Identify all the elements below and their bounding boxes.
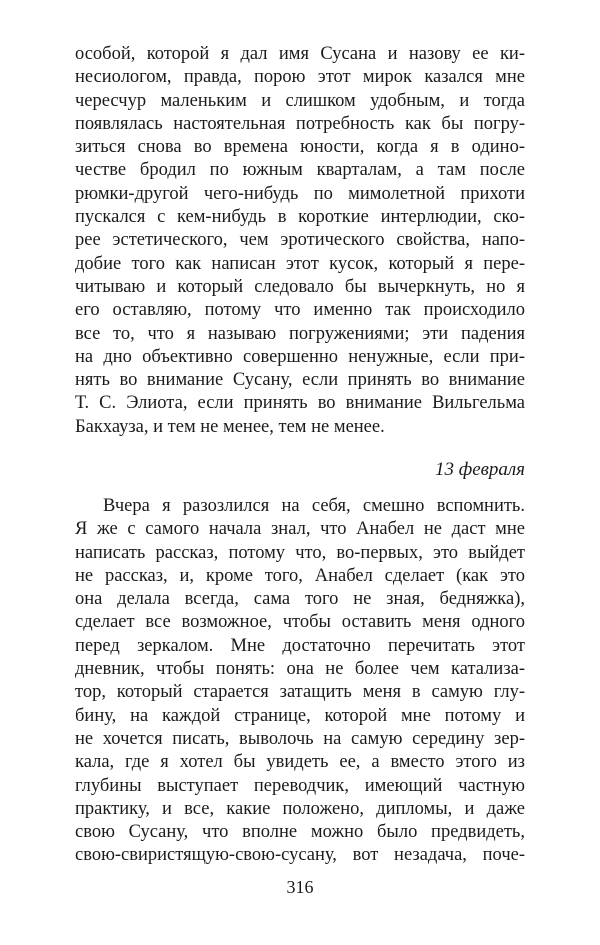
text-line: сделает все возможное, чтобы оставить меня одного bbox=[75, 612, 525, 633]
text-line: написать рассказ, потому что, во-первых, это выйдет bbox=[75, 542, 525, 563]
text-line: его оставляю, потому что именно так происходило bbox=[75, 300, 525, 321]
text-line: зиться снова во времена юности, когда я в одино- bbox=[75, 137, 525, 158]
date-heading: 13 февраля bbox=[434, 459, 525, 480]
text-line: Я же с самого начала знал, что Анабел не даст мне bbox=[75, 519, 525, 540]
text-line: особой, которой я дал имя Сусана и назову ее ки- bbox=[75, 44, 525, 64]
paragraph-2 bbox=[75, 495, 525, 868]
text-line: нять во внимание Сусану, если принять во внимание bbox=[75, 370, 525, 391]
text-line: практику, и все, какие положено, дипломы, и даже bbox=[75, 798, 525, 819]
text-line: рюмки-другой чего-нибудь по мимолетной прихоти bbox=[75, 183, 525, 204]
text-line: дневник, чтобы понять: она не более чем катализа- bbox=[75, 659, 525, 680]
text-line: добие того как написан этот кусок, который я пере- bbox=[75, 253, 525, 274]
text-line: свою Сусану, что вполне можно было предвидеть, bbox=[75, 822, 525, 843]
text-line: кала, где я хотел бы увидеть ее, а вместо этого из bbox=[75, 752, 525, 773]
text-line: она делала всегда, сама того не зная, бедняжка), bbox=[75, 589, 525, 610]
text-line: пускался с кем-нибудь в короткие интерлюдии, ско- bbox=[75, 207, 525, 228]
text-line: честве бродил по южным кварталам, а там после bbox=[75, 160, 525, 181]
text-line: тор, который старается затащить меня в самую глу- bbox=[75, 682, 525, 703]
text-line: бину, на каждой странице, которой мне потому и bbox=[75, 705, 525, 726]
text-line: все то, что я называю погружениями; эти падения bbox=[75, 323, 525, 344]
text-line: чересчур маленьким и слишком удобным, и тогда bbox=[75, 90, 525, 111]
paragraph-1 bbox=[75, 43, 525, 439]
text-line: перед зеркалом. Мне достаточно перечитать этот bbox=[75, 635, 525, 656]
page-number: 316 bbox=[286, 877, 314, 897]
text-line: появлялась настоятельная потребность как бы погру- bbox=[75, 113, 525, 134]
text-line: на дно объективно совершенно ненужные, если при- bbox=[75, 346, 525, 367]
text-line: Бакхауза, и тем не менее, тем не менее. bbox=[75, 416, 385, 437]
text-line: Т. С. Элиота, если принять во внимание Вильгельма bbox=[75, 393, 525, 414]
text-line: рее эстетического, чем эротического свойства, напо- bbox=[75, 230, 525, 251]
text-line: не хочется писать, выволочь на самую середину зер- bbox=[75, 728, 525, 749]
text-line: свою-свиристящую-свою-сусану, вот незадача, поче- bbox=[75, 845, 525, 866]
text-line: не рассказ, и, кроме того, Анабел сделает (как это bbox=[75, 565, 525, 586]
text-line: Вчера я разозлился на себя, смешно вспомнить. bbox=[103, 496, 525, 516]
text-line: глубины выступает переводчик, имеющий частную bbox=[75, 775, 525, 796]
text-line: несиологом, правда, порою этот мирок казался мне bbox=[75, 67, 525, 88]
text-line: читываю и который следовало бы вычеркнуть, но я bbox=[75, 276, 525, 297]
